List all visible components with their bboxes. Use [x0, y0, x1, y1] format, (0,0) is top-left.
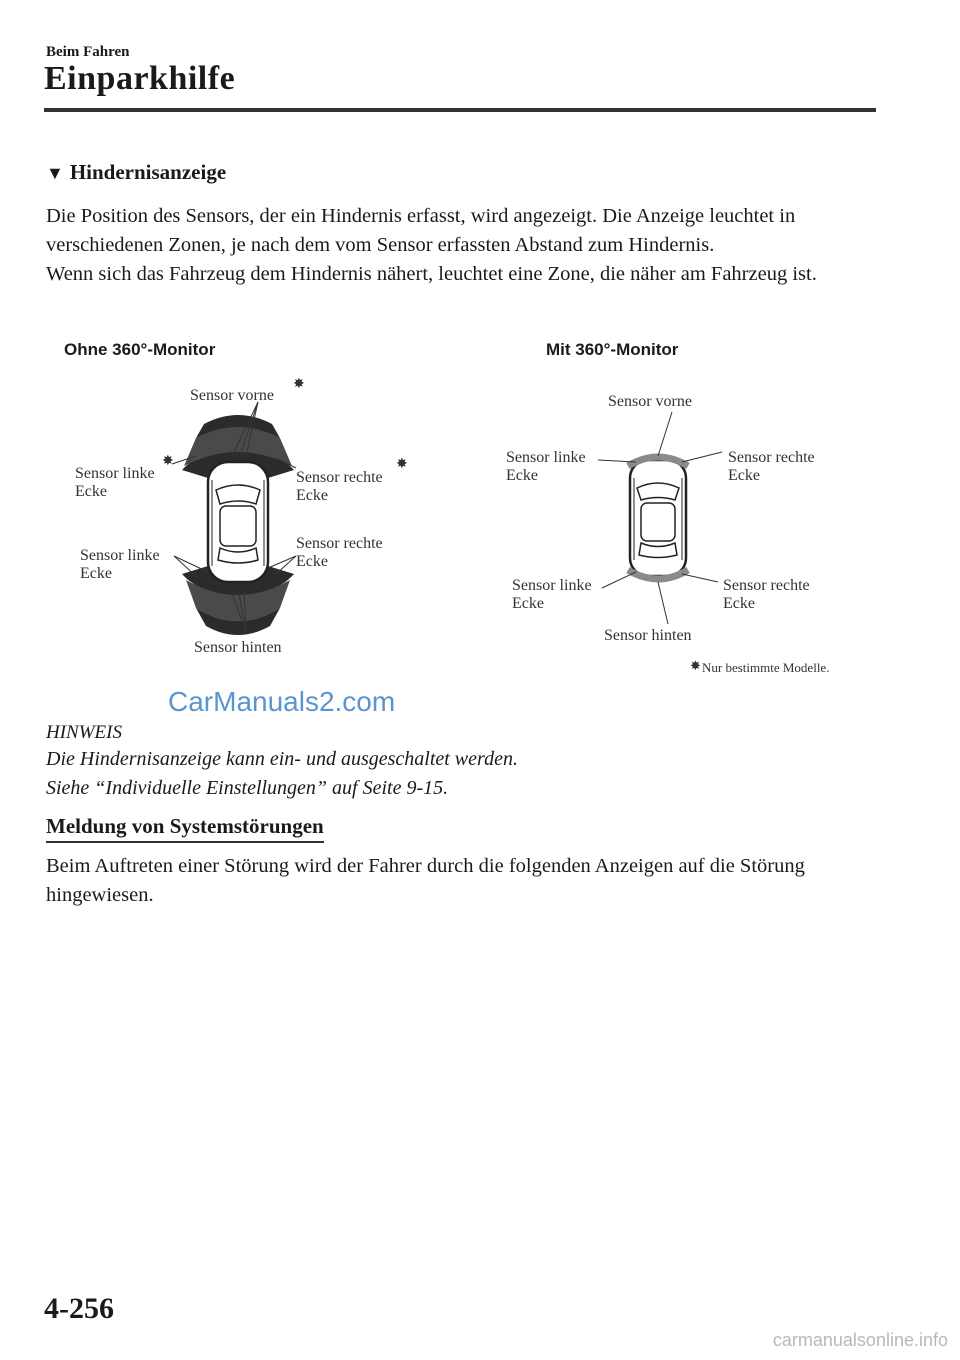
svg-text:✸: ✸ [396, 457, 408, 472]
intro-paragraph-1: Die Position des Sensors, der ein Hindernis erfasst, wird angezeigt. Die Anzeige leuchtet in verschiedenen Zonen, je nach dem vom Sensor erfassten Abstand zum Hindernis. [46, 205, 796, 256]
label-front-right-1: Sensor rechte [296, 469, 383, 486]
label-front-left-1: Sensor linke [506, 449, 586, 466]
label-rear-sensor: Sensor hinten [194, 639, 282, 656]
intro-paragraph [46, 202, 876, 289]
label-rear-left-1: Sensor linke [512, 577, 592, 594]
label-front-left-1: Sensor linke [75, 465, 155, 482]
note-line-2: Siehe “Individuelle Einstellungen” auf Seite 9-15. [46, 777, 449, 799]
car-icon [208, 462, 268, 582]
svg-text:✸: ✸ [293, 377, 305, 392]
page-number: 4-256 [44, 1292, 114, 1325]
figure-caption-right: Mit 360°-Monitor [546, 340, 679, 359]
section-heading: Meldung von Systemstörungen [46, 814, 324, 843]
label-rear-left-2: Ecke [512, 595, 544, 612]
label-rear-right-2: Ecke [723, 595, 755, 612]
label-front-right-2: Ecke [296, 487, 328, 504]
header-rule [44, 108, 876, 112]
intro-paragraph-2: Wenn sich das Fahrzeug dem Hindernis nähert, leuchtet eine Zone, die näher am Fahrzeug ist. [46, 263, 817, 285]
label-rear-right-1: Sensor rechte [296, 535, 383, 552]
note-title: HINWEIS [46, 722, 122, 743]
label-front-sensor: Sensor vorne [608, 393, 692, 410]
figure-caption-left: Ohne 360°-Monitor [64, 340, 216, 359]
chapter-title: Einparkhilfe [44, 60, 236, 97]
label-rear-left-2: Ecke [80, 565, 112, 582]
label-front-left-2: Ecke [506, 467, 538, 484]
section-label: Beim Fahren [46, 44, 130, 60]
footnote: Nur bestimmte Modelle. [702, 660, 830, 675]
label-front-right-1: Sensor rechte [728, 449, 815, 466]
parking-sensor-diagram [0, 360, 960, 690]
label-front-sensor: Sensor vorne [190, 387, 274, 404]
asterisk-icon: ✸ [690, 658, 701, 673]
section-paragraph: Beim Auftreten einer Störung wird der Fahrer durch die folgenden Anzeigen auf die Störung hingewiesen. [46, 855, 805, 906]
triangle-down-icon: ▼ [46, 163, 64, 183]
watermark: CarManuals2.com [168, 686, 396, 717]
label-front-left-2: Ecke [75, 483, 107, 500]
label-rear-right-1: Sensor rechte [723, 577, 810, 594]
diagram-without-monitor [75, 377, 408, 656]
note-line-1: Die Hindernisanzeige kann ein- und ausgeschaltet werden. [46, 748, 518, 770]
label-rear-sensor: Sensor hinten [604, 627, 692, 644]
svg-text:✸: ✸ [162, 454, 174, 469]
label-rear-left-1: Sensor linke [80, 547, 160, 564]
note-text [46, 745, 876, 803]
car-icon [630, 460, 686, 576]
label-front-right-2: Ecke [728, 467, 760, 484]
diagram-with-monitor [506, 393, 815, 644]
subheading [46, 160, 226, 185]
subheading-text: Hindernisanzeige [69, 160, 227, 184]
label-rear-right-2: Ecke [296, 553, 328, 570]
footer-watermark: carmanualsonline.info [772, 1330, 948, 1350]
